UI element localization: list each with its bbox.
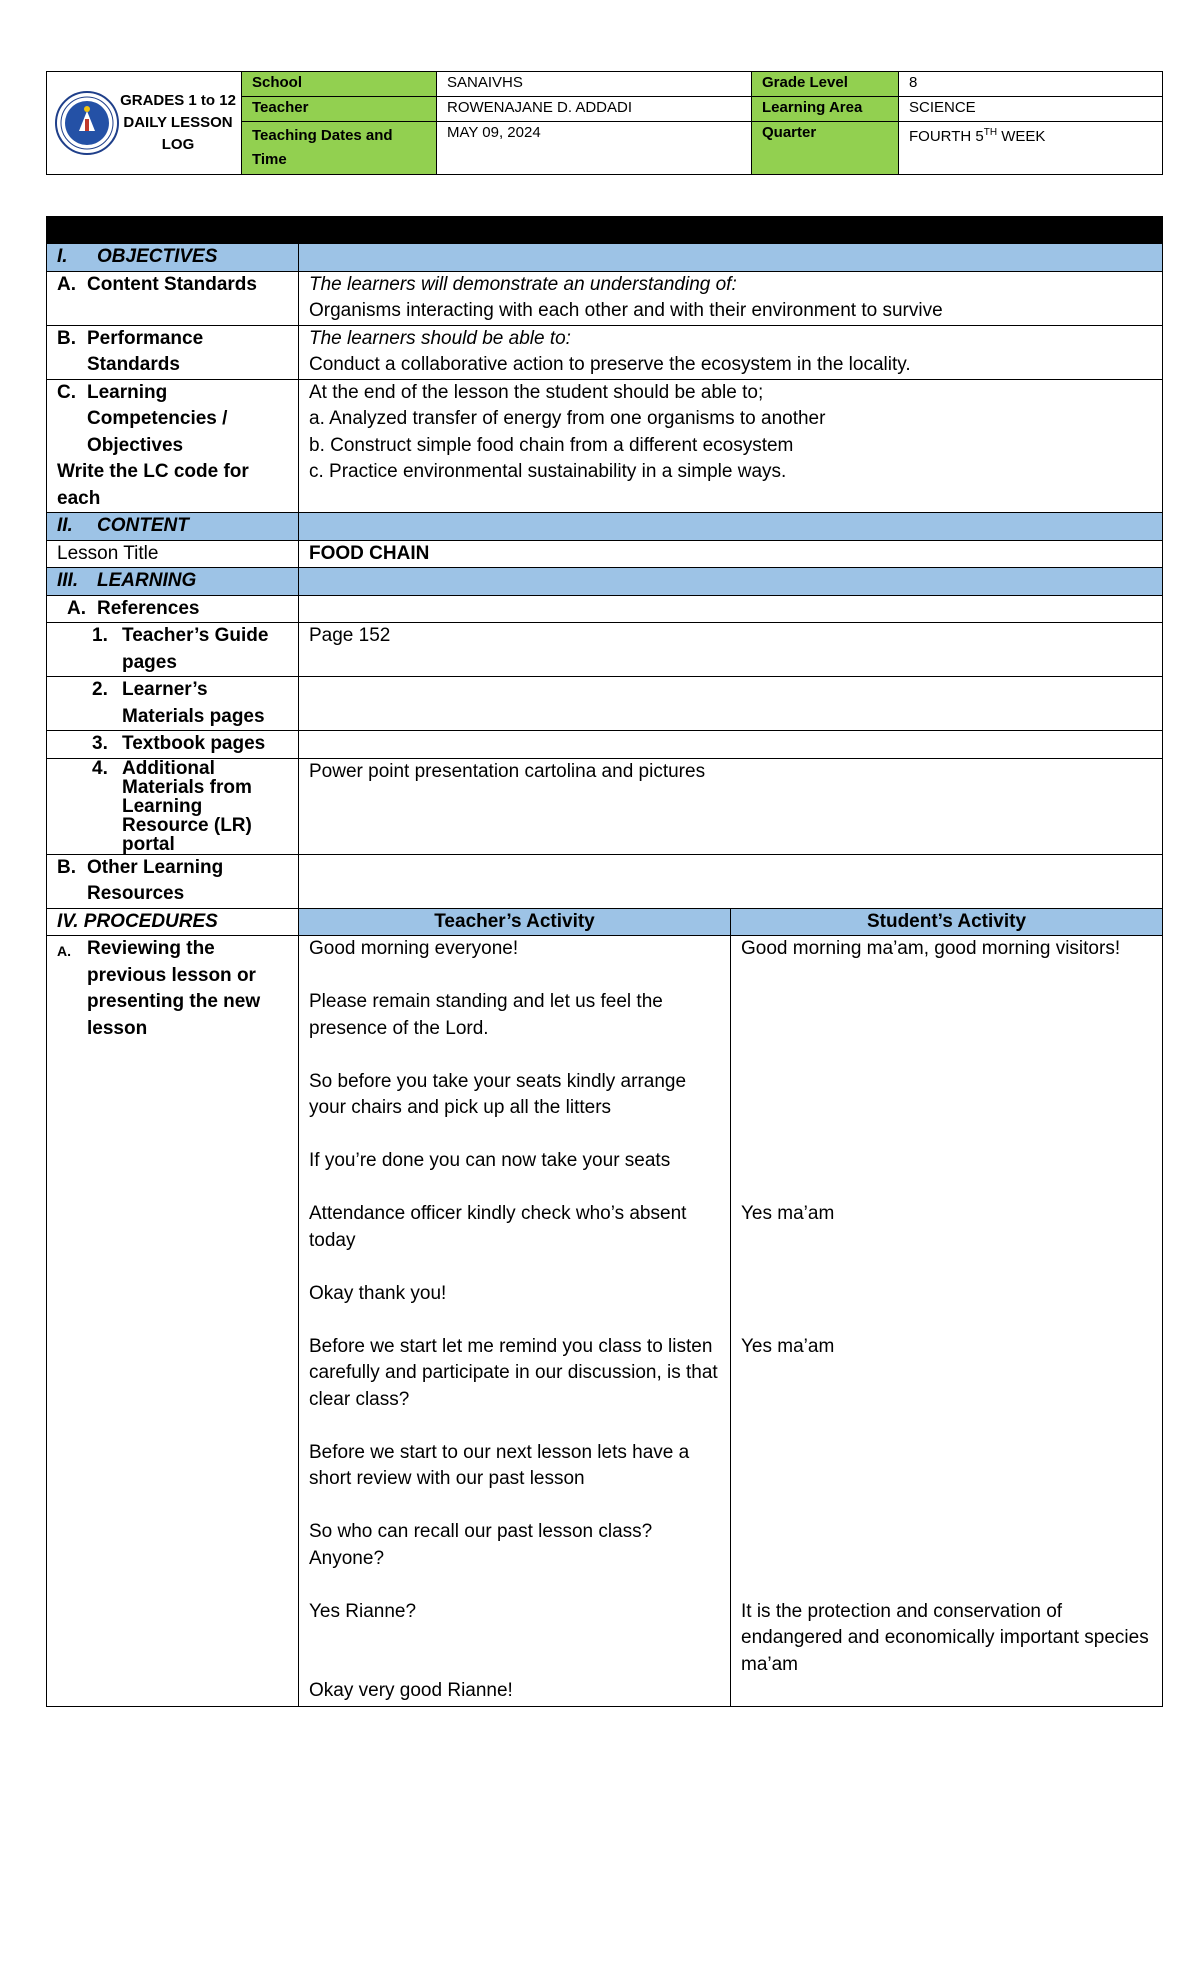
quarter-value [899, 122, 1163, 175]
performance-standards-marker: B. [57, 327, 76, 349]
other-resources-marker: B. [57, 856, 76, 878]
section-objectives-title: OBJECTIVES [97, 246, 218, 267]
teacher-line: Please remain standing and let us feel the presence of the Lord. [309, 991, 663, 1039]
teaching-dates-value: MAY 09, 2024 [437, 122, 752, 175]
competencies-intro: At the end of the lesson the student should be able to; [309, 381, 764, 403]
lesson-title-label: Lesson Title [47, 540, 299, 568]
teacher-line: So who can recall our past lesson class? Anyone? [309, 1521, 653, 1569]
black-banner-row [47, 217, 1163, 244]
section-content-title: CONTENT [97, 515, 189, 536]
competency-item: b. Construct simple food chain from a different ecosystem [309, 434, 794, 456]
learners-materials-marker: 2. [92, 679, 108, 700]
teacher-line: Before we start to our next lesson lets have a short review with our past lesson [309, 1441, 690, 1489]
header-table [46, 71, 1163, 175]
lesson-title-value: FOOD CHAIN [299, 540, 1163, 568]
textbook-pages-marker: 3. [92, 733, 108, 754]
quarter-label: Quarter [752, 122, 899, 175]
teachers-guide-marker: 1. [92, 625, 108, 646]
deped-seal-icon [55, 91, 119, 155]
content-standards-row [47, 271, 1163, 325]
teacher-activity-header: Teacher’s Activity [299, 908, 731, 936]
learning-area-label: Learning Area [752, 97, 899, 122]
content-standards-marker: A. [57, 273, 76, 295]
doc-title: GRADES 1 to 12 DAILY LESSON LOG [120, 92, 236, 153]
references-label: References [97, 597, 200, 619]
teachers-guide-label: Teacher’s Guide pages [122, 625, 269, 673]
competencies-label: Learning Competencies / Objectives [87, 381, 228, 456]
teachers-guide-value: Page 152 [299, 623, 1163, 677]
teachers-guide-row [47, 623, 1163, 677]
teacher-value: ROWENAJANE D. ADDADI [437, 97, 752, 122]
performance-standards-row [47, 325, 1163, 379]
learning-area-value: SCIENCE [899, 97, 1163, 122]
references-row [47, 595, 1163, 623]
teacher-line: Okay thank you! [309, 1282, 447, 1304]
competency-item: a. Analyzed transfer of energy from one organisms to another [309, 408, 826, 429]
other-resources-label: Other Learning Resources [87, 856, 224, 904]
header-logo-cell [47, 72, 242, 175]
quarter-value-week: WEEK [997, 128, 1046, 145]
competencies-marker: C. [57, 381, 76, 403]
content-standards-intro: The learners will demonstrate an understanding of: [309, 273, 737, 295]
section-content [47, 513, 1163, 541]
teacher-activity-cell [299, 936, 731, 1707]
procedure-review-row [47, 936, 1163, 1707]
quarter-value-main: FOURTH 5 [909, 128, 984, 145]
teacher-line: Before we start let me remind you class to listen carefully and participate in our discussion, is that clear class? [309, 1335, 718, 1410]
competency-item: c. Practice environmental sustainability in a simple ways. [309, 461, 787, 482]
content-standards-label: Content Standards [87, 273, 257, 295]
section-objectives [47, 244, 1163, 272]
competencies-row [47, 379, 1163, 513]
procedure-review-marker: A. [57, 943, 71, 959]
section-objectives-num: I. [57, 246, 68, 267]
performance-standards-intro: The learners should be able to: [309, 327, 571, 349]
additional-materials-row [47, 758, 1163, 854]
references-marker: A. [67, 597, 86, 619]
content-standards-text: Organisms interacting with each other and with their environment to survive [309, 300, 943, 321]
textbook-pages-label: Textbook pages [122, 733, 266, 754]
student-line: Yes ma’am [741, 1203, 835, 1224]
student-line: Yes ma’am [741, 1335, 835, 1357]
school-label: School [242, 72, 437, 97]
section-learning [47, 568, 1163, 596]
teacher-line: Attendance officer kindly check who’s absent today [309, 1203, 687, 1251]
textbook-pages-row [47, 731, 1163, 759]
teacher-line: Okay very good Rianne! [309, 1680, 513, 1701]
section-learning-title: LEARNING [97, 570, 197, 591]
additional-materials-label: Additional Materials from Learning Resource (LR) portal [122, 757, 252, 855]
learners-materials-label: Learner’s Materials pages [122, 679, 265, 727]
procedure-review-label: Reviewing the previous lesson or presenting the new lesson [87, 938, 261, 1039]
student-line: It is the protection and conservation of endangered and economically important species ma’am [741, 1600, 1149, 1675]
procedures-header-row [47, 908, 1163, 936]
student-activity-cell [731, 936, 1163, 1707]
performance-standards-label: Performance Standards [87, 327, 204, 375]
teacher-line: Good morning everyone! [309, 938, 519, 959]
quarter-value-sup: TH [983, 127, 998, 138]
student-activity-header: Student’s Activity [731, 908, 1163, 936]
performance-standards-text: Conduct a collaborative action to preserve the ecosystem in the locality. [309, 354, 911, 375]
competencies-lc-code-label: Write the LC code for each [57, 461, 249, 509]
additional-materials-marker: 4. [92, 757, 108, 779]
student-line: Good morning ma’am, good morning visitors! [741, 938, 1121, 959]
teacher-line: If you’re done you can now take your seats [309, 1150, 671, 1171]
lesson-title-row [47, 540, 1163, 568]
additional-materials-value: Power point presentation cartolina and pictures [299, 758, 1163, 854]
section-learning-num: III. [57, 570, 79, 591]
other-resources-row [47, 854, 1163, 908]
teacher-line: So before you take your seats kindly arrange your chairs and pick up all the litters [309, 1070, 687, 1118]
grade-level-label: Grade Level [752, 72, 899, 97]
grade-level-value: 8 [899, 72, 1163, 97]
lesson-log-table [46, 216, 1163, 1707]
teaching-dates-label: Teaching Dates and Time [242, 122, 437, 175]
teacher-label: Teacher [242, 97, 437, 122]
section-content-num: II. [57, 515, 73, 536]
learners-materials-row [47, 677, 1163, 731]
teacher-line: Yes Rianne? [309, 1600, 417, 1622]
school-value: SANAIVHS [437, 72, 752, 97]
procedures-title: IV. PROCEDURES [47, 908, 299, 936]
